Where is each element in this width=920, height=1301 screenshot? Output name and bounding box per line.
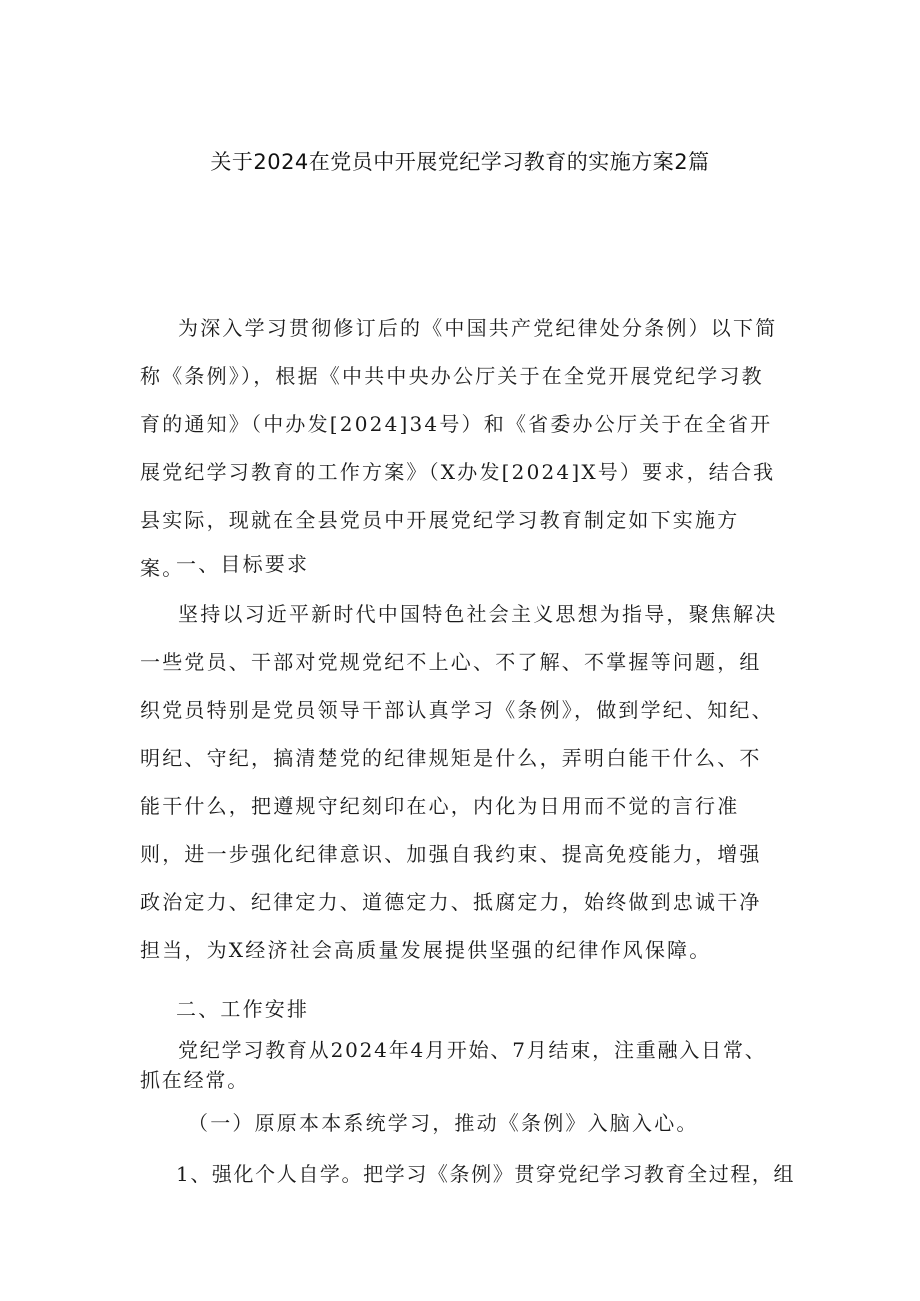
intro-paragraph: 为深入学习贯彻修订后的《中国共产党纪律处分条例）以下简称《条例》），根据《中共中央办公厅关于在全党开展党纪学习教育的通知》（中办发[2024]34号）和《省委办公厅关于在全省开展党纪学习教育的工作方案》（X办发[2024]X号）要求，结合我县实际，现就在全县党员中开展党纪学习教育制定如下实施方案。 (140, 316, 778, 580)
section-1-body: 坚持以习近平新时代中国特色社会主义思想为指导，聚焦解决一些党员、干部对党规党纪不上心、不了解、不掌握等问题，组织党员特别是党员领导干部认真学习《条例》，做到学纪、知纪、明纪、守纪，搞清楚党的纪律规矩是什么，弄明白能干什么、不能干什么，把遵规守纪刻印在心，内化为日用而不觉的言行准则，进一步强化纪律意识、加强自我约束、提高免疫能力，增强政治定力、纪律定力、道德定力、抵腐定力，始终做到忠诚干净担当，为X经济社会高质量发展提供坚强的纪律作风保障。 (140, 602, 778, 962)
document-title: 关于2024在党员中开展党纪学习教育的实施方案2篇 (210, 150, 710, 174)
section-2-heading: 二、工作安排 (176, 997, 310, 1021)
section-2-body: 党纪学习教育从2024年4月开始、7月结束，注重融入日常、抓在经常。 (140, 1038, 767, 1092)
item-1-text: 1、强化个人自学。把学习《条例》贯穿党纪学习教育全过程，组 (176, 1162, 796, 1186)
subsection-1-heading: （一）原原本本系统学习，推动《条例》入脑入心。 (188, 1111, 699, 1135)
section-1-heading: 一、目标要求 (176, 552, 310, 576)
